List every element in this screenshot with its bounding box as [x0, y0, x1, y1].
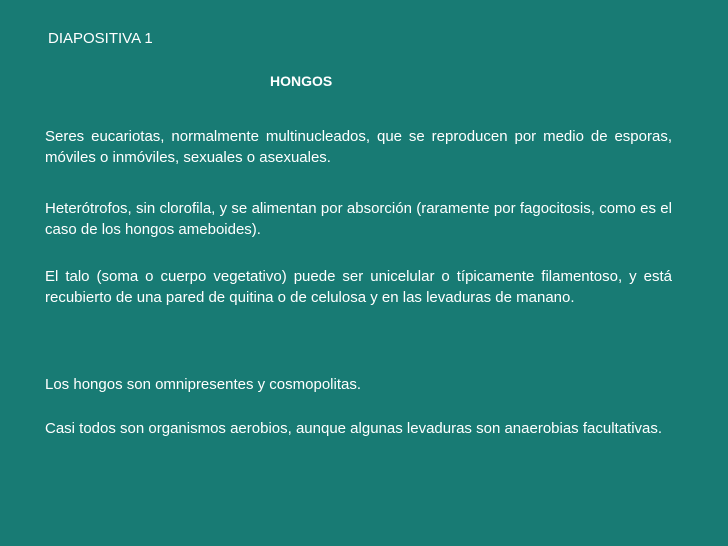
- paragraph-respiration: Casi todos son organismos aerobios, aunque algunas levaduras son anaerobias facultativas.: [45, 420, 663, 437]
- slide-number-label: DIAPOSITIVA 1: [48, 30, 153, 47]
- paragraph-definition: Seres eucariotas, normalmente multinucleados, que se reproducen por medio de esporas, móviles o inmóviles, sexuales o asexuales.: [45, 128, 672, 166]
- paragraph-distribution: Los hongos son omnipresentes y cosmopolitas.: [45, 376, 362, 393]
- paragraph-thallus: El talo (soma o cuerpo vegetativo) puede ser unicelular o típicamente filamentoso, y está recubierto de una pared de quitina o de celulosa y en las levaduras de manano.: [45, 268, 672, 306]
- slide-title: HONGOS: [270, 73, 333, 89]
- paragraph-nutrition: Heterótrofos, sin clorofila, y se alimentan por absorción (raramente por fagocitosis, como es el caso de los hongos ameboides).: [45, 200, 672, 238]
